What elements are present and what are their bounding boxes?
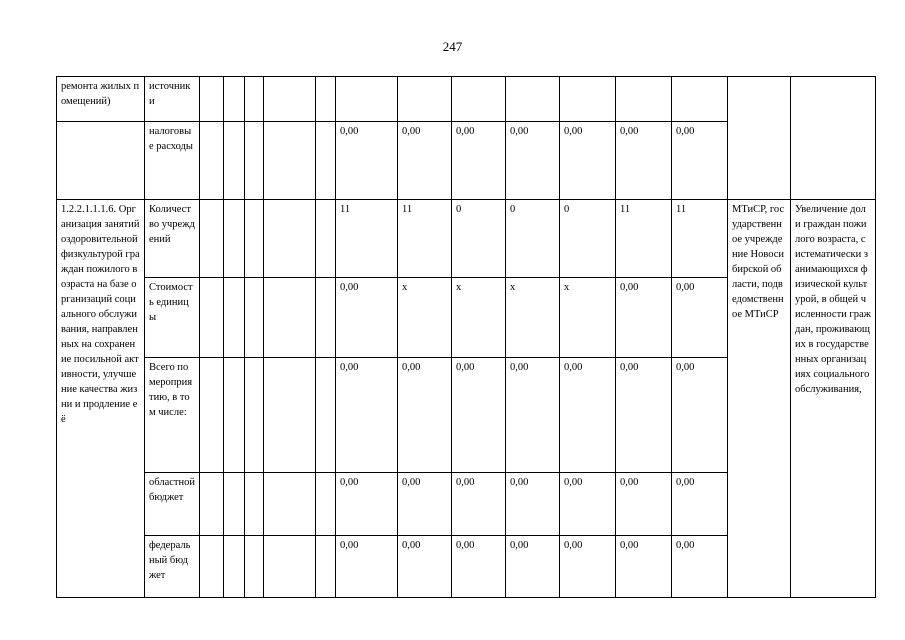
value-cell: x <box>506 278 560 358</box>
empty-cell <box>264 358 316 473</box>
value-cell: 0,00 <box>398 473 452 536</box>
value-cell: 0,00 <box>560 473 616 536</box>
empty-cell <box>264 536 316 598</box>
value-cell: 0,00 <box>616 122 672 200</box>
budget-table <box>56 76 876 598</box>
empty-cell <box>200 536 224 598</box>
value-cell: 0,00 <box>672 122 728 200</box>
value-cell: 11 <box>616 200 672 278</box>
row-label: областной бюджет <box>145 473 200 536</box>
empty-cell <box>316 77 336 122</box>
row-label: Количество учреждений <box>145 200 200 278</box>
empty-cell <box>264 122 316 200</box>
empty-cell <box>316 278 336 358</box>
empty-cell <box>245 200 264 278</box>
empty-cell <box>264 200 316 278</box>
page-number: 247 <box>442 39 463 54</box>
empty-cell <box>264 77 316 122</box>
empty-cell <box>245 278 264 358</box>
empty-cell <box>245 536 264 598</box>
value-cell: 0,00 <box>506 473 560 536</box>
row-label: налоговые расходы <box>145 122 200 200</box>
empty-cell <box>245 358 264 473</box>
value-cell: 0,00 <box>560 122 616 200</box>
empty-cell <box>200 200 224 278</box>
value-cell: 0,00 <box>560 358 616 473</box>
value-cell: 0,00 <box>616 536 672 598</box>
value-cell: 0 <box>560 200 616 278</box>
result-cell: Увеличение доли граждан пожилого возраста, систематически занимающихся физической культурой, в общей численности граждан, проживающих в государственных организациях социального обслуживания, <box>791 200 876 598</box>
empty-cell <box>200 358 224 473</box>
value-cell <box>452 77 506 122</box>
empty-cell <box>224 358 245 473</box>
empty-cell <box>245 122 264 200</box>
empty-cell <box>224 278 245 358</box>
value-cell: 11 <box>672 200 728 278</box>
value-cell: 11 <box>398 200 452 278</box>
value-cell: 0,00 <box>672 536 728 598</box>
empty-cell <box>200 278 224 358</box>
value-cell: 0,00 <box>336 358 398 473</box>
value-cell: 0,00 <box>560 536 616 598</box>
empty-cell <box>224 536 245 598</box>
row-label: Всего по мероприятию, в том числе: <box>145 358 200 473</box>
value-cell: 0,00 <box>672 358 728 473</box>
value-cell: 0,00 <box>616 278 672 358</box>
empty-cell <box>200 473 224 536</box>
value-cell: 0 <box>506 200 560 278</box>
empty-cell <box>200 122 224 200</box>
empty-cell <box>264 278 316 358</box>
empty-cell <box>264 473 316 536</box>
empty-cell <box>224 473 245 536</box>
empty-cell <box>224 77 245 122</box>
row-label: Стоимость единицы <box>145 278 200 358</box>
value-cell: 0,00 <box>398 122 452 200</box>
empty-cell <box>245 473 264 536</box>
measure-name-cell: 1.2.2.1.1.1.6. Организация занятий оздоровительной физкультурой граждан пожилого возраста на базе организаций социального обслуживания, направленных на сохранение посильной активности, улучшение качества жизни и продление её <box>57 200 145 598</box>
value-cell: 0,00 <box>452 473 506 536</box>
value-cell: 0,00 <box>398 536 452 598</box>
empty-cell <box>316 536 336 598</box>
value-cell: x <box>398 278 452 358</box>
value-cell: x <box>560 278 616 358</box>
value-cell: 0,00 <box>506 122 560 200</box>
empty-cell <box>316 200 336 278</box>
measure-name-cell <box>57 122 145 200</box>
value-cell <box>398 77 452 122</box>
row-label: федеральный бюджет <box>145 536 200 598</box>
value-cell <box>672 77 728 122</box>
value-cell: 0,00 <box>506 358 560 473</box>
empty-cell <box>245 77 264 122</box>
value-cell: 0,00 <box>336 473 398 536</box>
value-cell: 0,00 <box>506 536 560 598</box>
value-cell: 0,00 <box>452 358 506 473</box>
value-cell: 0,00 <box>452 536 506 598</box>
value-cell: 11 <box>336 200 398 278</box>
empty-cell <box>316 358 336 473</box>
measure-name-cell: ремонта жилых помещений) <box>57 77 145 122</box>
value-cell: 0,00 <box>398 358 452 473</box>
value-cell: 0,00 <box>672 278 728 358</box>
value-cell: x <box>452 278 506 358</box>
value-cell: 0,00 <box>336 536 398 598</box>
row-label: источники <box>145 77 200 122</box>
value-cell: 0,00 <box>336 122 398 200</box>
value-cell <box>560 77 616 122</box>
result-cell <box>791 77 876 200</box>
value-cell: 0,00 <box>452 122 506 200</box>
value-cell: 0,00 <box>336 278 398 358</box>
value-cell: 0,00 <box>672 473 728 536</box>
executor-cell: МТиСР, государственное учреждение Новосибирской области, подведомственное МТиСР <box>728 200 791 598</box>
value-cell <box>616 77 672 122</box>
executor-cell <box>728 77 791 200</box>
value-cell: 0 <box>452 200 506 278</box>
value-cell: 0,00 <box>616 358 672 473</box>
empty-cell <box>224 122 245 200</box>
empty-cell <box>316 122 336 200</box>
value-cell: 0,00 <box>616 473 672 536</box>
empty-cell <box>200 77 224 122</box>
empty-cell <box>316 473 336 536</box>
value-cell <box>336 77 398 122</box>
empty-cell <box>224 200 245 278</box>
value-cell <box>506 77 560 122</box>
